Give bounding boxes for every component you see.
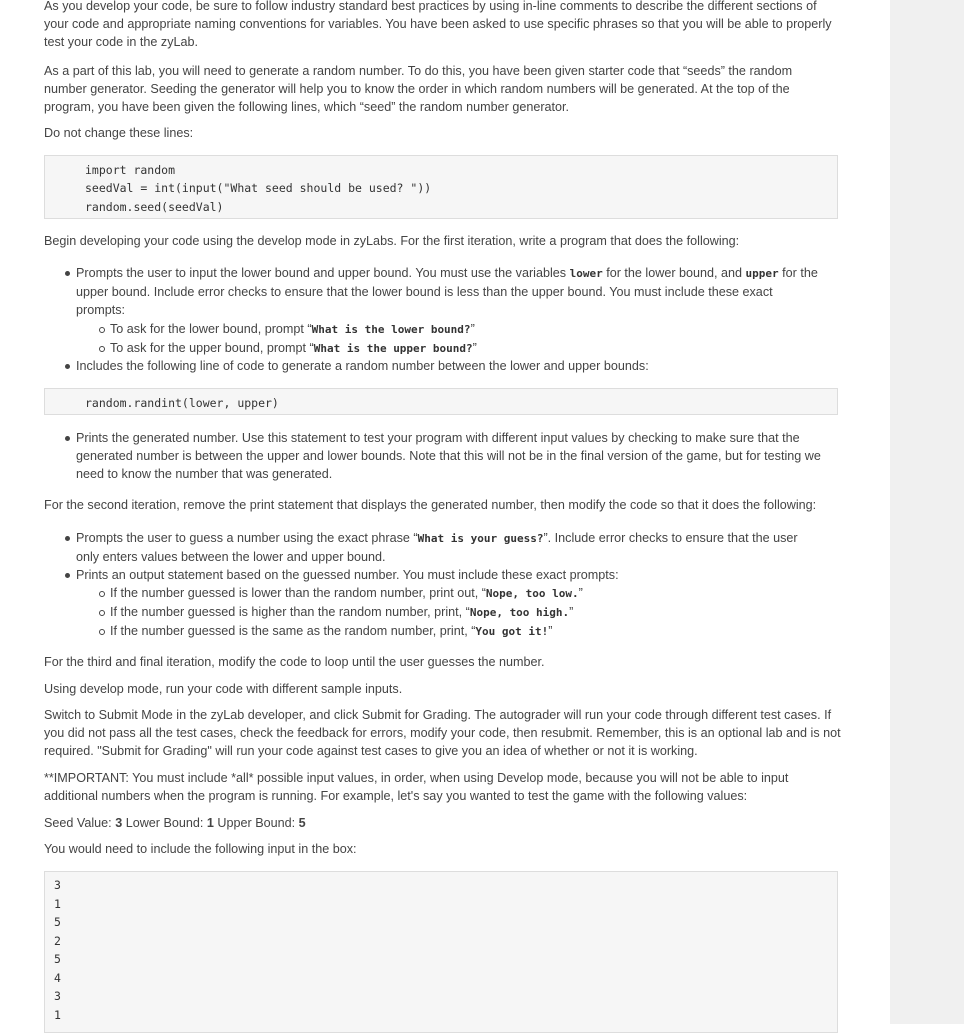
random-number-paragraph: As a part of this lab, you will need to generate a random number. To do this, you have been given starter code that “seeds” the random number generator. Seeding the generator will help you to know the order in which random numbers will be generated. At the top of the program, you have been given the following lines, which “seed” the random number generator. bbox=[44, 64, 793, 114]
right-sidebar bbox=[890, 0, 964, 1024]
example-values: Seed Value: 3 Lower Bound: 1 Upper Bound: 5 bbox=[44, 816, 306, 830]
bullet-icon bbox=[65, 271, 70, 276]
input-line: 1 bbox=[54, 897, 61, 911]
circle-bullet-icon bbox=[99, 346, 105, 352]
circle-bullet-icon bbox=[99, 610, 105, 616]
input-line: 2 bbox=[54, 934, 61, 948]
input-line: 5 bbox=[54, 915, 61, 929]
starter-code-block bbox=[44, 155, 838, 219]
variable-upper: upper bbox=[745, 267, 779, 280]
circle-bullet-icon bbox=[99, 629, 105, 635]
bullet-icon bbox=[65, 364, 70, 369]
circle-bullet-icon bbox=[99, 591, 105, 597]
iteration-3-text: For the third and final iteration, modify the code to loop until the user guesses the number. bbox=[44, 655, 545, 669]
bullet-icon bbox=[65, 536, 70, 541]
input-box-intro: You would need to include the following input in the box: bbox=[44, 842, 357, 856]
iteration-2-intro: For the second iteration, remove the print statement that displays the generated number, then modify the code so that it does the following: bbox=[44, 498, 817, 512]
iteration-1-intro: Begin developing your code using the develop mode in zyLabs. For the first iteration, write a program that does the following: bbox=[44, 234, 740, 248]
variable-lower: lower bbox=[569, 267, 603, 280]
input-line: 3 bbox=[54, 878, 61, 892]
code-line: random.randint(lower, upper) bbox=[85, 396, 279, 410]
code-line: import random bbox=[85, 163, 176, 177]
input-line: 4 bbox=[54, 971, 61, 985]
code-line: seedVal = int(input("What seed should be used? ")) bbox=[85, 181, 432, 195]
intro-paragraph: As you develop your code, be sure to follow industry standard best practices by using in-line comments to describe the different sections of your code and appropriate naming conventions for variables. You have been asked to use specific phrases so that you will be able to properly test your code in the zyLab. bbox=[44, 0, 832, 49]
important-note: **IMPORTANT: You must include *all* possible input values, in order, when using Develop mode, because you will not be able to input additional numbers when the program is running. For example, let's say you wanted to test the game with the following values: bbox=[44, 771, 789, 803]
do-not-change-note: Do not change these lines: bbox=[44, 126, 194, 140]
code-line: random.seed(seedVal) bbox=[85, 200, 224, 214]
circle-bullet-icon bbox=[99, 327, 105, 333]
randint-code-block bbox=[44, 388, 838, 415]
bullet-icon bbox=[65, 436, 70, 441]
develop-mode-text: Using develop mode, run your code with different sample inputs. bbox=[44, 682, 403, 696]
bullet-icon bbox=[65, 573, 70, 578]
sample-input-box bbox=[44, 871, 838, 1033]
input-line: 3 bbox=[54, 989, 61, 1003]
submit-mode-text: Switch to Submit Mode in the zyLab developer, and click Submit for Grading. The autograder will run your code through different test cases. If you did not pass all the test cases, check the feedback for errors, modify your code, then resubmit. Remember, this is an optional lab and is not required. "Submit for Grading" will run your code against test cases to give you an idea of whether or not it is working. bbox=[44, 708, 841, 758]
input-line: 1 bbox=[54, 1008, 61, 1022]
input-line: 5 bbox=[54, 952, 61, 966]
